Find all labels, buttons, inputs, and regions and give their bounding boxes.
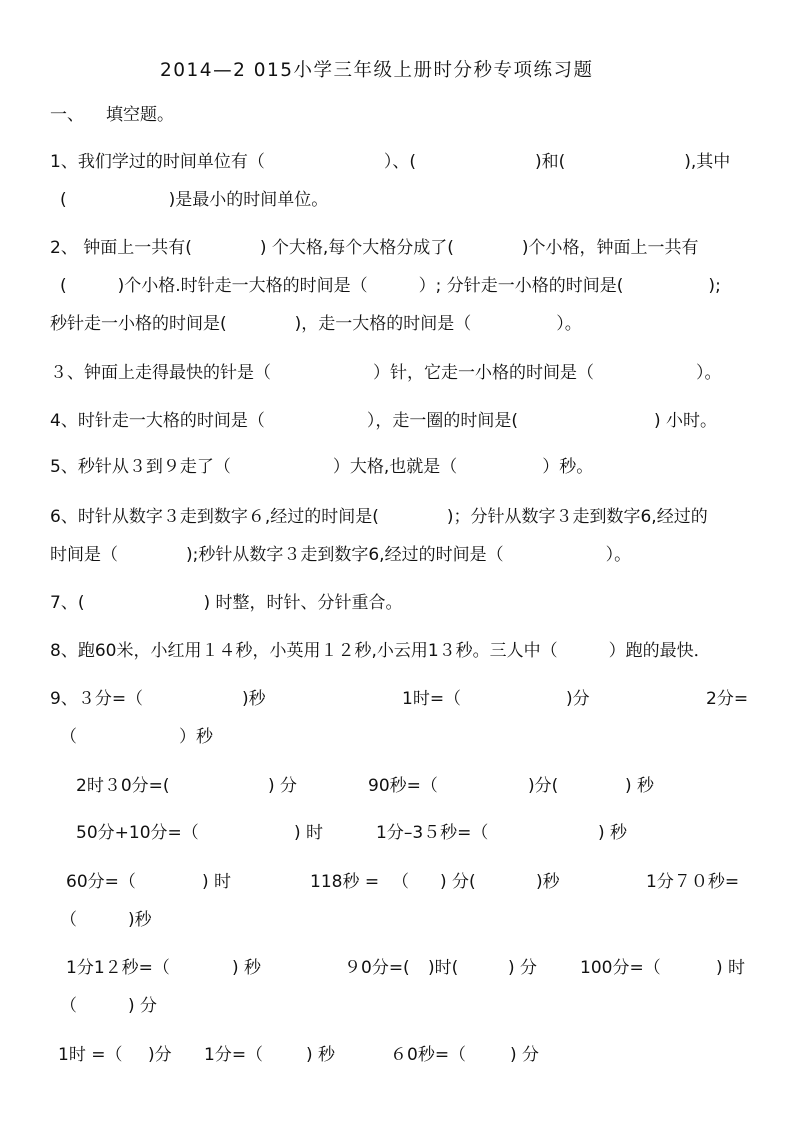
- q9-row2-a: 2时３0分=(: [76, 776, 170, 796]
- question-6-line-1: 6、时针从数字３走到数字６,经过的时间是( )；分针从数字３走到数字6,经过的: [50, 507, 708, 527]
- q9-row4-a: 60分=（: [66, 872, 136, 892]
- q9-row6-f: ) 分: [510, 1045, 540, 1065]
- question-1-line-2: ( )是最小的时间单位。: [60, 190, 329, 210]
- q9-row1-e: 2分=: [706, 689, 749, 709]
- question-2-line-2: ( )个小格.时针走一大格的时间是（ ）; 分针走一小格的时间是( );: [60, 276, 721, 296]
- question-2-line-1: 2、 钟面上一共有( ) 个大格,每个大格分成了( )个小格，钟面上一共有: [50, 238, 699, 258]
- q9-row6-e: ６0秒=（: [390, 1045, 467, 1065]
- q9-row5-b: ) 秒: [232, 958, 262, 978]
- question-3: ３、钟面上走得最快的针是（ ）针，它走一小格的时间是（ ）。: [50, 363, 722, 383]
- question-5: 5、秒针从３到９走了（ ）大格,也就是（ ）秒。: [50, 457, 594, 477]
- q9-row3-d: ) 秒: [598, 823, 628, 843]
- q9-row4-f: )秒: [536, 872, 560, 892]
- q9-row4-g: 1分７０秒=: [646, 872, 740, 892]
- q9-row5-a: 1分1２秒=（: [66, 958, 170, 978]
- q9-row5-c: ９0分=(: [344, 958, 410, 978]
- q9-row5-cont: （ ) 分: [60, 996, 158, 1016]
- page-title: 2014—2 015小学三年级上册时分秒专项练习题: [160, 60, 594, 81]
- q9-row3-c: 1分–3５秒=（: [376, 823, 489, 843]
- question-7: 7、( ) 时整，时针、分针重合。: [50, 593, 403, 613]
- question-4: 4、时针走一大格的时间是（ ），走一圈的时间是( ) 小时。: [50, 411, 717, 431]
- q9-row2-c: 90秒=（: [368, 776, 438, 796]
- q9-row4-c: 118秒 =: [310, 872, 380, 892]
- q9-row1-d: )分: [566, 689, 590, 709]
- q9-row4-e: ) 分(: [440, 872, 476, 892]
- q9-row6-b: )分: [148, 1045, 172, 1065]
- q9-row6-c: 1分=（: [204, 1045, 264, 1065]
- section-label: 填空题。: [106, 105, 174, 125]
- q9-row5-g: ) 时: [716, 958, 746, 978]
- q9-row5-f: 100分=（: [580, 958, 661, 978]
- section-number: 一、: [50, 105, 84, 125]
- q9-row4-cont: （ )秒: [60, 910, 152, 930]
- q9-row5-e: ) 分: [508, 958, 538, 978]
- q9-row1-c: 1时=（: [402, 689, 462, 709]
- question-1-line-1: 1、我们学过的时间单位有（ ）、( )和( ),其中: [50, 152, 731, 172]
- q9-row3-a: 50分+10分=（: [76, 823, 199, 843]
- q9-row4-d: （: [392, 872, 409, 892]
- q9-row5-d: )时(: [428, 958, 459, 978]
- q9-row2-b: ) 分: [268, 776, 298, 796]
- question-2-line-3: 秒针走一小格的时间是( )，走一大格的时间是（ ）。: [50, 314, 582, 334]
- question-6-line-2: 时间是（ );秒针从数字３走到数字6,经过的时间是（ ）。: [50, 545, 632, 565]
- q9-row6-a: 1时 =（: [58, 1045, 123, 1065]
- question-8: 8、跑60米，小红用１４秒，小英用１２秒,小云用1３秒。三人中（ ）跑的最快．: [50, 641, 711, 661]
- q9-row4-b: ) 时: [202, 872, 232, 892]
- q9-row2-e: ) 秒: [625, 776, 655, 796]
- q9-row2-d: )分(: [528, 776, 559, 796]
- q9-row3-b: ) 时: [294, 823, 324, 843]
- q9-row6-d: ) 秒: [306, 1045, 336, 1065]
- q9-row1-b: )秒: [242, 689, 266, 709]
- q9-row1-a: 9、３分=（: [50, 689, 144, 709]
- q9-row1-cont: （ ）秒: [60, 727, 213, 747]
